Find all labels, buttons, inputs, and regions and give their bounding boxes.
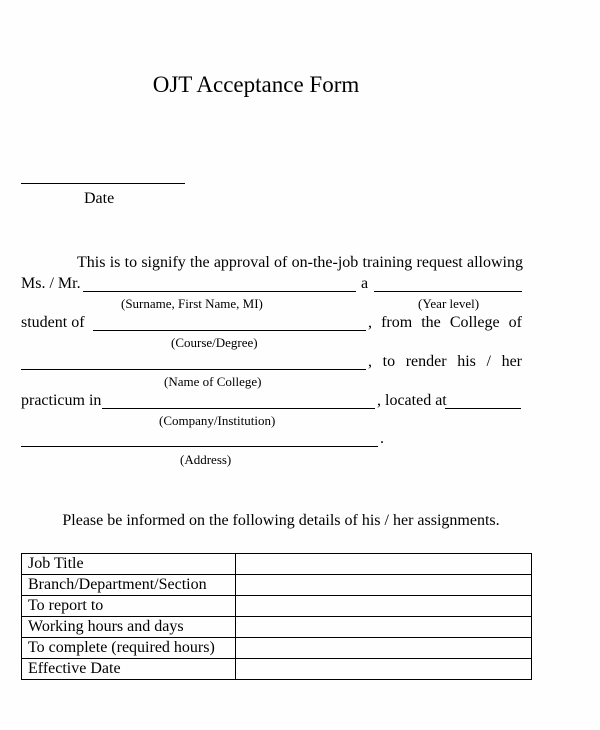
table-row [22, 638, 532, 659]
company-caption: (Company/Institution) [159, 413, 276, 428]
from-college-label: , from the College of [368, 314, 522, 331]
name-caption: (Surname, First Name, MI) [121, 296, 263, 311]
salutation-label: Ms. / Mr. [21, 275, 81, 292]
student-of-label: student of [21, 314, 85, 331]
row-value[interactable] [236, 617, 532, 638]
college-caption: (Name of College) [164, 374, 262, 389]
practicum-in-label: practicum in [21, 392, 102, 409]
college-blank[interactable] [21, 369, 366, 370]
table-row [22, 575, 532, 596]
row-value[interactable] [236, 638, 532, 659]
table-row [22, 659, 532, 680]
row-value[interactable] [236, 575, 532, 596]
table-row [22, 617, 532, 638]
row-label: To complete (required hours) [22, 638, 236, 659]
date-label: Date [84, 190, 115, 207]
assignment-details-table [21, 553, 532, 680]
form-title: OJT Acceptance Form [152, 72, 360, 97]
course-blank[interactable] [93, 330, 366, 331]
table-row [22, 596, 532, 617]
row-value[interactable] [236, 554, 532, 575]
located-at-label: , located at [377, 392, 447, 409]
year-level-caption: (Year level) [418, 296, 480, 311]
row-label: Branch/Department/Section [22, 575, 236, 596]
row-label: To report to [22, 596, 236, 617]
row-label: Effective Date [22, 659, 236, 680]
date-blank[interactable] [21, 183, 185, 184]
location-blank[interactable] [445, 408, 521, 409]
table-row [22, 554, 532, 575]
row-value[interactable] [236, 659, 532, 680]
address-period: . [380, 430, 384, 447]
intro-text: This is to signify the approval of on-the-job training request allowing [77, 254, 523, 271]
a-label: a [361, 275, 369, 292]
name-blank[interactable] [83, 291, 356, 292]
row-label: Working hours and days [22, 617, 236, 638]
row-value[interactable] [236, 596, 532, 617]
address-blank[interactable] [21, 446, 378, 447]
company-blank[interactable] [102, 408, 375, 409]
address-caption: (Address) [180, 452, 232, 467]
year-level-blank[interactable] [374, 291, 522, 292]
row-label: Job Title [22, 554, 236, 575]
course-caption: (Course/Degree) [171, 335, 258, 350]
to-render-label: , to render his / her [368, 353, 522, 370]
assignments-note: Please be informed on the following details of his / her assignments. [62, 512, 500, 529]
